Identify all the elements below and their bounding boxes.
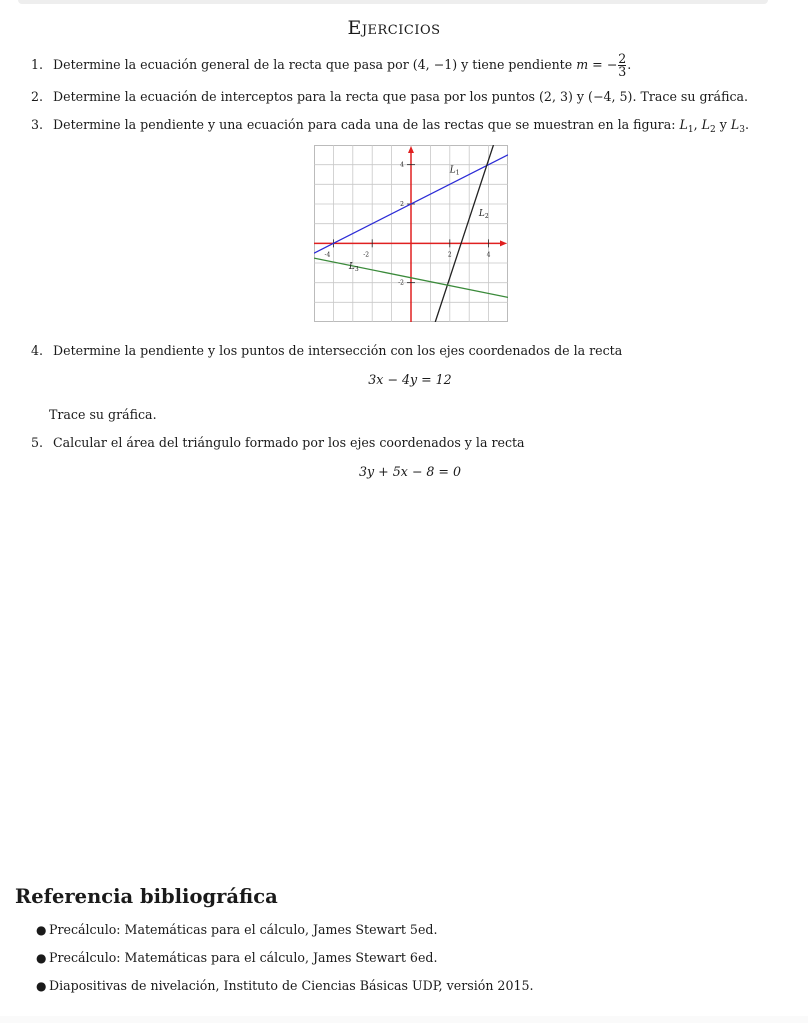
bottom-edge — [0, 1016, 808, 1023]
page-title: Ejercicios — [347, 17, 441, 39]
exercise-number: 5. — [31, 435, 44, 450]
fraction-denominator: 3 — [618, 64, 627, 79]
reference-text: Precálculo: Matemáticas para el cálculo, James Stewart 6ed. — [49, 950, 438, 965]
exercise-number: 2. — [31, 89, 44, 104]
line-label-l3: $L_3$ — [730, 117, 745, 135]
exercise-4 — [31, 343, 622, 358]
top-edge — [18, 0, 768, 4]
references-title: Referencia bibliográfica — [15, 885, 278, 908]
y-tick-label: -2 — [398, 279, 404, 287]
exercise-text-2: y tiene pendiente — [461, 57, 573, 72]
exercise-3 — [31, 117, 749, 135]
exercise-5 — [31, 435, 525, 450]
exercise-4-note: Trace su gráfica. — [49, 407, 157, 422]
reference-item — [36, 950, 437, 965]
series-label: $L_3$ — [348, 261, 359, 273]
x-tick-label: 2 — [447, 251, 452, 259]
bullet-icon: ● — [36, 951, 47, 965]
reference-text: Diapositivas de nivelación, Instituto de Ciencias Básicas UDP, versión 2015. — [49, 978, 534, 993]
exercise-text: Determine la ecuación general de la recta que pasa por — [53, 57, 409, 72]
equation-5: 3y + 5x − 8 = 0 — [359, 464, 461, 479]
reference-item — [36, 922, 437, 937]
point-1: (2, 3) — [539, 89, 573, 104]
x-tick-label: -4 — [324, 251, 331, 259]
lines-figure — [314, 145, 508, 322]
exercise-text-2: . Trace su gráfica. — [632, 89, 749, 104]
x-tick-label: 4 — [486, 251, 491, 259]
fraction-numerator: 2 — [618, 51, 627, 66]
exercise-1 — [31, 53, 631, 78]
line-label-l2: $L_2$ — [701, 117, 716, 135]
line-label-l1: $L_1$ — [679, 117, 694, 135]
series-label: $L_2$ — [478, 208, 489, 220]
bullet-icon: ● — [36, 979, 47, 993]
reference-text: Precálculo: Matemáticas para el cálculo, James Stewart 5ed. — [49, 922, 438, 937]
exercise-text: Determine la ecuación de interceptos para la recta que pasa por los puntos — [53, 89, 535, 104]
reference-item — [36, 978, 534, 993]
exercise-text: Determine la pendiente y los puntos de intersección con los ejes coordenados de la recta — [53, 343, 623, 358]
period: . — [744, 117, 749, 132]
slope-fraction — [618, 53, 626, 78]
exercise-number: 1. — [31, 57, 44, 72]
equation-4: 3x − 4y = 12 — [368, 372, 452, 387]
series-label: $L_1$ — [449, 165, 460, 177]
conjunction: y — [719, 117, 727, 132]
exercise-number: 3. — [31, 117, 44, 132]
point: (4, −1) — [412, 57, 458, 72]
period: . — [627, 57, 632, 72]
slope-label: m = − — [576, 57, 618, 72]
comma: , — [693, 117, 698, 132]
exercise-number: 4. — [31, 343, 44, 358]
point-2: (−4, 5) — [588, 89, 633, 104]
bullet-icon: ● — [36, 923, 47, 937]
exercise-text: Determine la pendiente y una ecuación para cada una de las rectas que se muestran en la figura: — [53, 117, 676, 132]
y-tick-label: 4 — [400, 161, 404, 169]
conjunction: y — [576, 89, 585, 104]
x-tick-label: -2 — [363, 251, 370, 259]
exercise-2 — [31, 89, 748, 104]
exercise-text: Calcular el área del triángulo formado por los ejes coordenados y la recta — [53, 435, 525, 450]
y-tick-label: 2 — [400, 201, 404, 208]
